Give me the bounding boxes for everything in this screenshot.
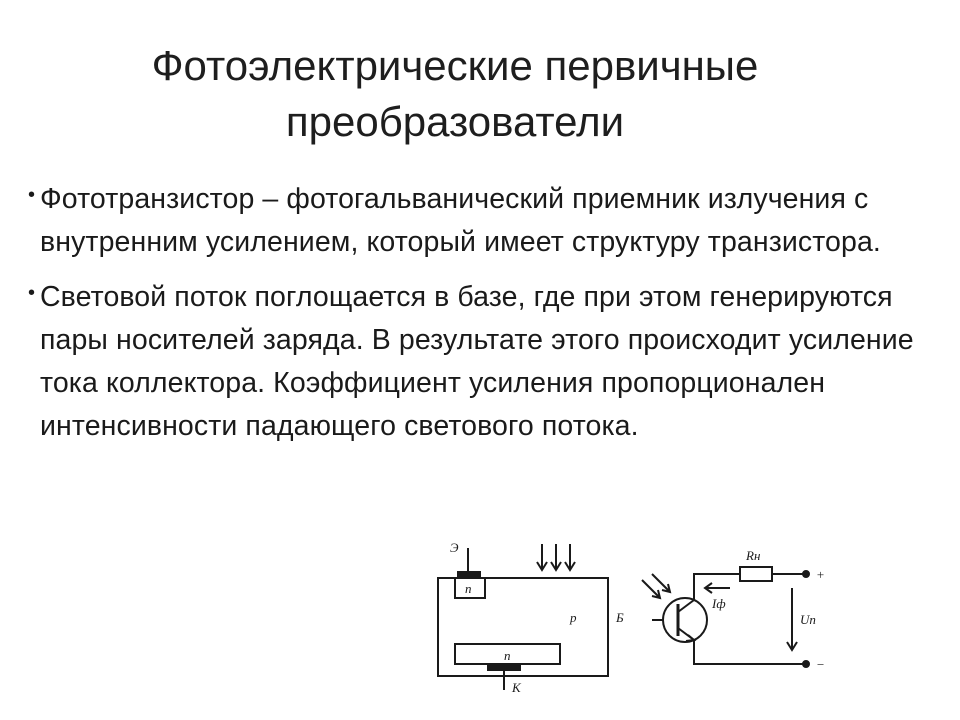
- bullet-marker: •: [28, 282, 36, 304]
- title-line-1: Фотоэлектрические первичные: [151, 42, 759, 89]
- bullet-marker: •: [28, 184, 36, 206]
- light-arrows-structure: [537, 544, 575, 570]
- load-resistor: [740, 567, 772, 581]
- transistor-symbol: [663, 598, 707, 642]
- title-line-2: преобразователи: [285, 98, 625, 145]
- plus-label: +: [816, 567, 825, 582]
- bullet-text: Фототранзистор – фотогальванический приемник излучения с внутренним усилением, который имеет структуру транзистора.: [40, 183, 881, 258]
- load-label: Rн: [746, 548, 761, 563]
- base-region-label: p: [570, 610, 577, 625]
- minus-label: −: [816, 657, 825, 672]
- emitter-label: Э: [450, 540, 459, 555]
- voltage-label: Uп: [800, 612, 816, 627]
- light-arrows-circuit: [642, 574, 670, 598]
- bullet-item: [30, 276, 945, 448]
- collector-region-label: n: [504, 648, 511, 663]
- emitter-region-label: n: [465, 581, 472, 596]
- collector-label: К: [512, 680, 521, 695]
- bullet-item: [30, 178, 945, 264]
- bullet-list: [30, 178, 945, 460]
- bullet-text: Световой поток поглощается в базе, где при этом генерируются пары носителей заряда. В результате этого происходит усиление тока коллектора. Коэффициент усиления пропорционален интенсивности падающего светового потока.: [40, 281, 914, 442]
- current-label: Iф: [712, 596, 726, 611]
- base-block: [438, 578, 608, 676]
- slide-title: [40, 38, 870, 150]
- phototransistor-diagram: [420, 530, 850, 715]
- base-label: Б: [616, 610, 624, 625]
